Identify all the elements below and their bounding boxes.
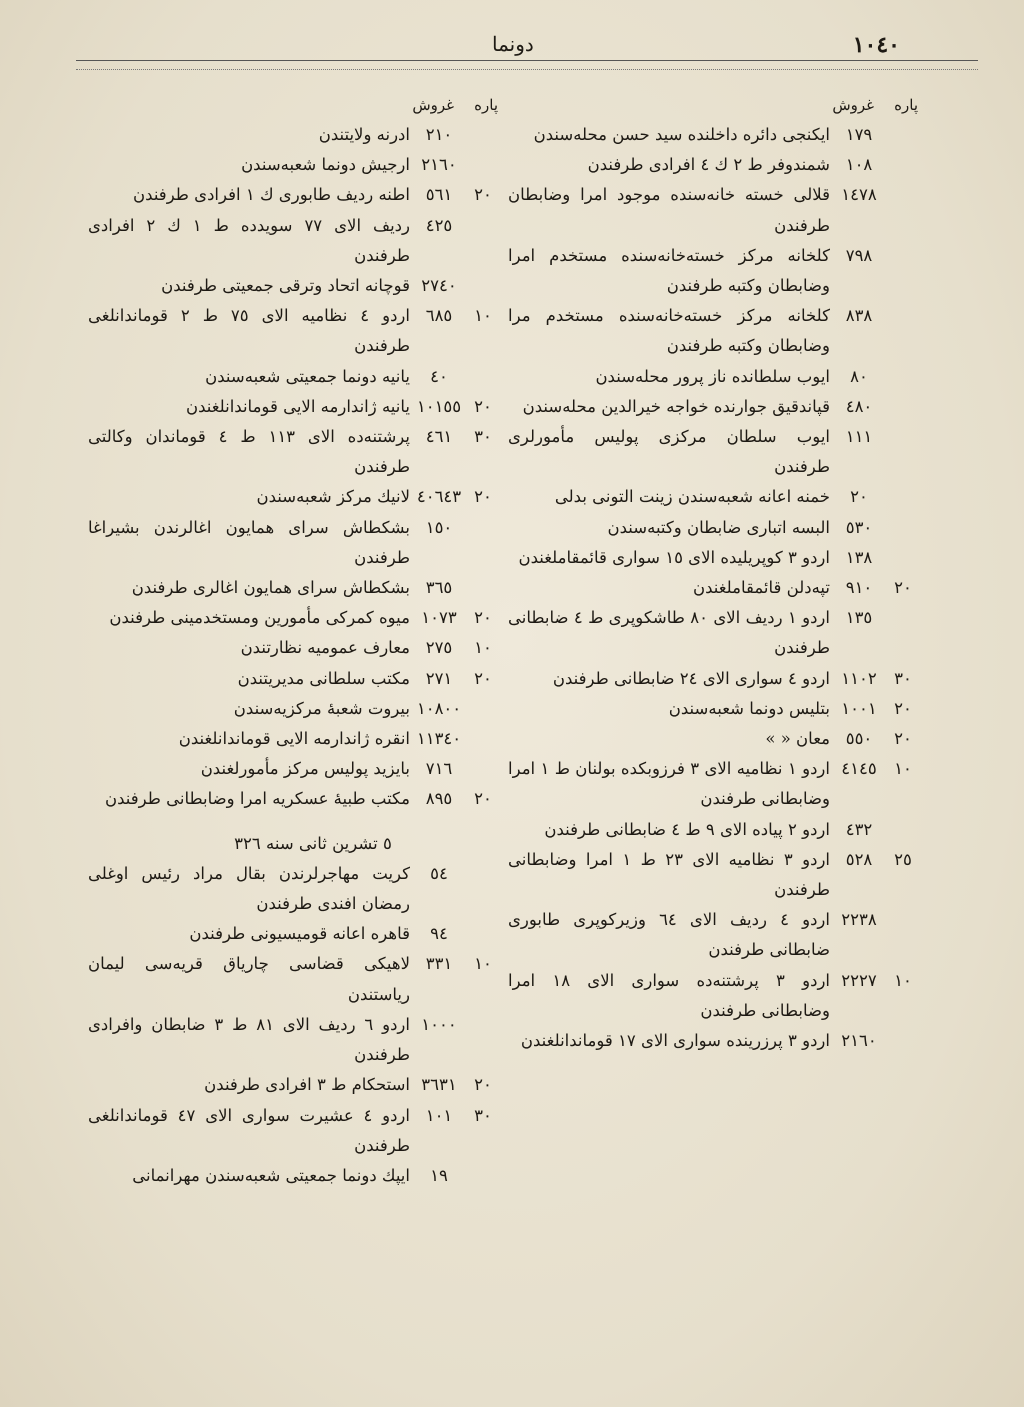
kurus-amount: ١١٠٢ bbox=[841, 668, 877, 688]
kurus-amount: ٨٠ bbox=[850, 366, 868, 386]
donation-entry bbox=[508, 392, 918, 422]
para-amount: ٢٠ bbox=[474, 608, 492, 628]
donation-entry bbox=[88, 784, 498, 814]
para-amount: ١٠ bbox=[474, 638, 492, 658]
donor-description: اردو ٣ نظامیه الای ٢٣ ط ١ امرا وضابطانی طرفندن bbox=[508, 849, 830, 900]
kurus-amount: ١٠٧٣ bbox=[421, 608, 457, 628]
donor-description: البسه اتباری ضابطان وكتبه‌سندن bbox=[607, 517, 830, 537]
para-amount: ٣٠ bbox=[474, 1105, 492, 1125]
para-amount: ٢٠ bbox=[894, 729, 912, 749]
para-amount: ١٠ bbox=[474, 954, 492, 974]
donation-entry bbox=[88, 724, 498, 754]
donor-description: اردو ٤ نظامیه الای ٧٥ ط ٢ قوماندانلغی طرفندن bbox=[88, 306, 410, 356]
kurus-amount: ٥٢٨ bbox=[845, 849, 873, 869]
kurus-amount: ٢٧٥ bbox=[425, 638, 453, 658]
donor-description: اردو ٤ ردیف الای ٦٤ وزیركوپری طابوری ضابطانی طرفندن bbox=[508, 910, 830, 960]
para-amount: ٢٠ bbox=[474, 1075, 492, 1095]
donor-description: بایزید پولیس مركز مأمورلغندن bbox=[200, 759, 410, 779]
donor-description: معارف عمومیه نظارتندن bbox=[240, 638, 410, 658]
donor-description: لانیك مركز شعبه‌سندن bbox=[256, 487, 410, 507]
kurus-amount: ١٧٩ bbox=[845, 125, 873, 144]
para-amount: ٢٠ bbox=[474, 487, 492, 507]
donation-entry bbox=[88, 573, 498, 603]
donor-description: كریت مهاجرلرندن بقال مراد رئیس اوغلی رمضان افندی طرفندن bbox=[88, 863, 410, 914]
header-rule bbox=[76, 60, 978, 70]
donor-description: اردو ٤ سواری الای ٢٤ ضابطانی طرفندن bbox=[552, 668, 830, 688]
kurus-amount: ٢٠ bbox=[850, 487, 868, 507]
donor-description: قوچانه اتحاد وترقی جمعیتی طرفندن bbox=[161, 276, 410, 296]
donor-description: ادرنه ولایتندن bbox=[318, 125, 410, 144]
donor-description: ایپك دونما جمعیتی شعبه‌سندن مهرانمانی bbox=[132, 1165, 410, 1185]
donation-entry bbox=[508, 513, 918, 543]
kurus-amount: ٩٤ bbox=[430, 924, 448, 944]
donation-entry bbox=[88, 301, 498, 361]
para-amount: ٢٠ bbox=[474, 668, 492, 688]
donation-entry bbox=[508, 241, 918, 301]
kurus-amount: ١٤٧٨ bbox=[841, 185, 877, 205]
kurus-amount: ٤١٤٥ bbox=[841, 759, 877, 779]
donor-description: اردو ٤ عشیرت سواری الای ٤٧ قوماندانلغی طرفندن bbox=[88, 1105, 410, 1155]
kurus-amount: ١٣٨ bbox=[845, 547, 873, 567]
donor-description: اردو ١ نظامیه الای ٣ فرزوبكده بولنان ط ١ امرا وضابطانی طرفندن bbox=[508, 759, 830, 809]
kurus-amount: ٢١٦٠ bbox=[841, 1031, 877, 1051]
donation-entry bbox=[88, 180, 498, 210]
kurus-amount: ٨٩٥ bbox=[425, 789, 453, 809]
donation-entry bbox=[508, 543, 918, 573]
donation-entry bbox=[88, 1010, 498, 1070]
donation-entry bbox=[508, 362, 918, 392]
kurus-amount: ٢٢٣٨ bbox=[841, 910, 877, 930]
donation-entry bbox=[508, 966, 918, 1026]
donation-entry bbox=[508, 845, 918, 905]
donation-entry bbox=[88, 271, 498, 301]
kurus-amount: ١٠٠١ bbox=[841, 698, 877, 718]
donation-entry bbox=[508, 603, 918, 663]
donor-description: تپه‌دلن قائمقاملغندن bbox=[692, 578, 830, 598]
donor-description: معان « » bbox=[765, 729, 830, 749]
donor-description: ارجیش دونما شعبه‌سندن bbox=[241, 155, 410, 175]
donation-entry bbox=[88, 211, 498, 271]
donor-description: اردو ٣ كوپریلیده الای ١٥ سواری قائمقاملغندن bbox=[518, 547, 830, 567]
kurus-amount: ١٠٠٠ bbox=[421, 1014, 457, 1034]
donation-entry bbox=[508, 664, 918, 694]
donor-description: قلالی خسته خانه‌سنده موجود امرا وضابطان طرفندن bbox=[508, 185, 830, 235]
donation-entry bbox=[508, 1026, 918, 1056]
donor-description: پرشتنه‌ده الای ١١٣ ط ٤ قوماندان وكالتی طرفندن bbox=[88, 427, 411, 477]
running-title: دونما bbox=[492, 32, 534, 56]
kurus-amount: ١٠١٥٥ bbox=[416, 396, 462, 416]
kurus-amount: ٢١٦٠ bbox=[421, 155, 457, 175]
kurus-amount: ١١٣٤٠ bbox=[416, 729, 462, 749]
donor-description: ایوب سلطان مركزی پولیس مأمورلری طرفندن bbox=[508, 427, 830, 477]
donor-description: بشكطاش سرای همایون اغالرندن بشیراغا طرفندن bbox=[88, 517, 410, 567]
donation-entry bbox=[88, 1070, 498, 1100]
donor-description: استحكام ط ٣ افرادی طرفندن bbox=[204, 1075, 410, 1095]
para-amount: ١٠ bbox=[894, 970, 912, 990]
donation-entry bbox=[508, 754, 918, 814]
para-amount: ٣٠ bbox=[894, 668, 912, 688]
spacer bbox=[88, 815, 498, 829]
donor-description: یانیه دونما جمعیتی شعبه‌سندن bbox=[205, 366, 410, 386]
kurus-amount: ١٠١ bbox=[425, 1105, 453, 1125]
kurus-amount: ٤٨٠ bbox=[845, 396, 873, 416]
donation-entry bbox=[88, 633, 498, 663]
donor-description: میوه كمركی مأمورین ومستخدمینی طرفندن bbox=[109, 608, 410, 628]
donation-entry bbox=[88, 150, 498, 180]
donor-description: اردو ١ ردیف الای ٨٠ طاشكوپری ط ٤ ضابطانی طرفندن bbox=[508, 608, 830, 658]
kurus-amount: ٥٥٠ bbox=[845, 729, 873, 749]
kurus-amount: ٥٣٠ bbox=[845, 517, 873, 537]
donation-entry bbox=[508, 724, 918, 754]
para-amount: ٢٠ bbox=[894, 578, 912, 598]
para-amount: ١٠ bbox=[474, 306, 492, 326]
donor-description: لاهیكی قضاسی چاریاق قریه‌سی لیمان ریاستندن bbox=[88, 954, 410, 1004]
donor-description: شمندوفر ط ٢ ك ٤ افرادی طرفندن bbox=[587, 155, 830, 175]
kurus-header: غروش bbox=[832, 96, 874, 114]
kurus-amount: ٩١٠ bbox=[845, 578, 873, 598]
donation-entry bbox=[88, 513, 498, 573]
kurus-amount: ١٠٨٠٠ bbox=[416, 698, 462, 718]
donor-description: ایكنجی دائره داخلنده سید حسن محله‌سندن bbox=[533, 125, 830, 144]
para-amount: ٢٠ bbox=[474, 185, 492, 205]
kurus-amount: ٣٦٣١ bbox=[421, 1075, 457, 1095]
donor-description: بتلیس دونما شعبه‌سندن bbox=[668, 698, 830, 718]
kurus-amount: ١٩ bbox=[430, 1165, 448, 1185]
donor-description: اردو ٣ پرزرینده سواری الای ١٧ قوماندانلغندن bbox=[520, 1031, 830, 1051]
donation-entry bbox=[88, 603, 498, 633]
donor-description: یانیه ژاندارمه الایی قوماندانلغندن bbox=[185, 396, 410, 416]
kurus-amount: ٥٦١ bbox=[425, 185, 453, 205]
donor-description: مكتب سلطانی مدیریتندن bbox=[237, 668, 410, 688]
kurus-amount: ٤٦١ bbox=[425, 427, 453, 447]
donation-entry bbox=[508, 422, 918, 482]
donation-entry bbox=[508, 815, 918, 845]
para-amount: ٢٥ bbox=[894, 849, 912, 869]
donation-entry bbox=[88, 1101, 498, 1161]
left-column bbox=[88, 90, 498, 1191]
kurus-amount: ١٥٠ bbox=[425, 517, 453, 537]
kurus-amount: ٥٤ bbox=[430, 863, 448, 883]
para-header: پاره bbox=[474, 96, 498, 114]
donor-description: كلخانه مركز خسته‌خانه‌سنده مستخدم مرا وضابطان وكتبه طرفندن bbox=[508, 306, 830, 356]
donation-entry bbox=[88, 664, 498, 694]
donor-description: اردو ٣ پرشتنه‌ده سواری الای ١٨ امرا وضابطانی طرفندن bbox=[508, 970, 830, 1020]
page-number: ١٠٤٠ bbox=[852, 32, 900, 58]
donor-description: ردیف الای ٧٧ سویدده ط ١ ك ٢ افرادی طرفندن bbox=[88, 215, 411, 265]
page-header bbox=[80, 32, 944, 62]
donation-entry bbox=[88, 859, 498, 919]
donation-entry bbox=[508, 573, 918, 603]
kurus-amount: ١١١ bbox=[845, 427, 873, 447]
donation-entry bbox=[508, 482, 918, 512]
donation-entry bbox=[88, 120, 498, 150]
donor-description: انقره ژاندارمه الایی قوماندانلغندن bbox=[178, 729, 410, 749]
donor-description: مكتب طبیهٔ عسكریه امرا وضابطانی طرفندن bbox=[104, 789, 410, 809]
donation-entry bbox=[88, 422, 498, 482]
column-header bbox=[88, 90, 498, 120]
donation-entry bbox=[88, 1161, 498, 1191]
kurus-amount: ٣٣١ bbox=[425, 954, 453, 974]
kurus-amount: ٤٠٦٤٣ bbox=[416, 487, 462, 507]
donor-description: اردو ٢ پیاده الای ٩ ط ٤ ضابطانی طرفندن bbox=[544, 819, 830, 839]
para-amount: ٢٠ bbox=[474, 396, 492, 416]
kurus-amount: ٢١٠ bbox=[425, 125, 453, 144]
donation-entry bbox=[88, 949, 498, 1009]
para-amount: ٢٠ bbox=[474, 789, 492, 809]
donor-description: خمنه اعانه شعبه‌سندن زینت التونی بدلی bbox=[554, 487, 830, 507]
para-header: پاره bbox=[894, 96, 918, 114]
donation-entry bbox=[508, 150, 918, 180]
donor-description: كلخانه مركز خسته‌خانه‌سنده مستخدم امرا وضابطان وكتبه طرفندن bbox=[508, 245, 830, 296]
kurus-amount: ٣٦٥ bbox=[425, 578, 453, 598]
kurus-amount: ٢٧١ bbox=[425, 668, 453, 688]
kurus-amount: ٦٨٥ bbox=[425, 306, 453, 326]
para-amount: ٢٠ bbox=[894, 698, 912, 718]
donation-entry bbox=[88, 754, 498, 784]
donation-entry bbox=[508, 301, 918, 361]
date-heading: ٥ تشرین ثانی سنه ٣٢٦ bbox=[234, 833, 392, 853]
kurus-amount: ٧١٦ bbox=[425, 759, 453, 779]
para-amount: ١٠ bbox=[894, 759, 912, 779]
kurus-amount: ٨٣٨ bbox=[845, 306, 873, 326]
donor-description: اردو ٦ ردیف الای ٨١ ط ٣ ضابطان وافرادی طرفندن bbox=[88, 1014, 410, 1065]
donor-description: قاهره اعانه قومیسیونی طرفندن bbox=[189, 924, 410, 944]
kurus-amount: ٧٩٨ bbox=[845, 245, 873, 265]
kurus-header: غروش bbox=[412, 96, 454, 114]
donor-description: بشكطاش سرای همایون اغالری طرفندن bbox=[131, 578, 410, 598]
kurus-amount: ٤٠ bbox=[430, 366, 448, 386]
right-column bbox=[508, 90, 918, 1056]
donor-description: قپاندقیق جوارنده خواجه خیرالدین محله‌سندن bbox=[522, 396, 830, 416]
donation-entry bbox=[88, 362, 498, 392]
kurus-amount: ٢٧٤٠ bbox=[421, 276, 457, 296]
donation-entry bbox=[508, 694, 918, 724]
kurus-amount: ١٠٨ bbox=[845, 155, 873, 175]
donor-description: بیروت شعبهٔ مركزیه‌سندن bbox=[233, 698, 410, 718]
donation-entry bbox=[88, 392, 498, 422]
donor-description: اطنه ردیف طابوری ك ١ افرادی طرفندن bbox=[133, 185, 410, 205]
donor-description: ایوب سلطانده ناز پرور محله‌سندن bbox=[595, 366, 830, 386]
kurus-amount: ١٣٥ bbox=[845, 608, 873, 628]
kurus-amount: ٢٢٢٧ bbox=[841, 970, 877, 990]
donation-entry bbox=[88, 482, 498, 512]
donation-entry bbox=[508, 120, 918, 150]
donation-entry bbox=[88, 919, 498, 949]
kurus-amount: ٤٢٥ bbox=[425, 215, 453, 235]
kurus-amount: ٤٣٢ bbox=[845, 819, 873, 839]
para-amount: ٣٠ bbox=[474, 427, 492, 447]
donation-entry bbox=[88, 694, 498, 724]
column-header bbox=[508, 90, 918, 120]
donation-entry bbox=[508, 905, 918, 965]
donation-entry bbox=[508, 180, 918, 240]
